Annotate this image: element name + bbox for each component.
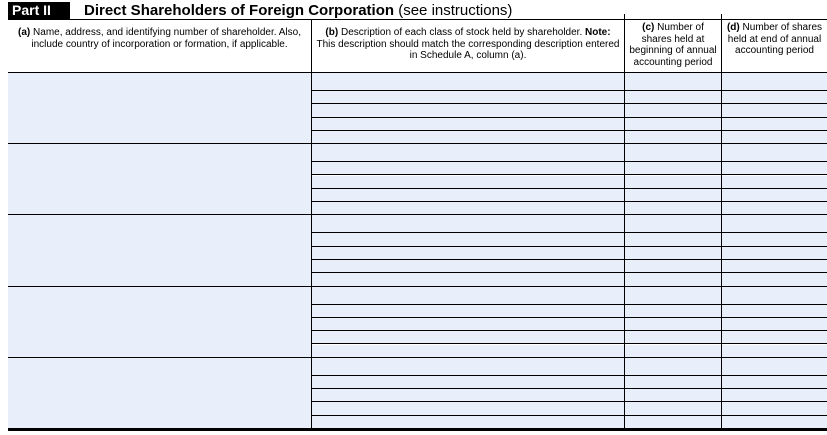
header-divider-d xyxy=(721,14,722,72)
column-d-spacer xyxy=(722,287,827,305)
column-b-entry-field[interactable] xyxy=(312,247,624,260)
part-header xyxy=(8,2,827,20)
column-d-spacer xyxy=(722,358,827,376)
column-d-entry-field[interactable] xyxy=(722,260,827,273)
column-b-entry-field[interactable] xyxy=(312,176,624,189)
column-d-spacer xyxy=(722,144,827,162)
column-b-entry-field[interactable] xyxy=(312,118,624,131)
header-divider-b xyxy=(311,20,312,72)
column-b-entry-field[interactable] xyxy=(312,189,624,202)
column-c-spacer xyxy=(625,287,721,305)
column-d-entry-field[interactable] xyxy=(722,91,827,104)
column-d-entry-field[interactable] xyxy=(722,189,827,202)
column-c-spacer xyxy=(625,358,721,376)
column-b-entry-field[interactable] xyxy=(312,376,624,389)
column-c-spacer xyxy=(625,73,721,91)
column-b-entry-field[interactable] xyxy=(312,345,624,358)
column-c-entry-field[interactable] xyxy=(625,345,721,358)
column-c-entry-field[interactable] xyxy=(625,260,721,273)
column-d-text: Number of shares held at end of annual accounting period xyxy=(727,22,823,56)
column-d-label: (d) xyxy=(726,22,740,33)
column-c-entry-field[interactable] xyxy=(625,162,721,175)
column-c-entry-field[interactable] xyxy=(625,176,721,189)
column-b-entry-field[interactable] xyxy=(312,202,624,215)
part-title xyxy=(84,2,512,19)
column-d-entry-field[interactable] xyxy=(722,345,827,358)
column-b-text: Description of each class of stock held by shareholder. xyxy=(340,27,583,38)
column-c-entry-field[interactable] xyxy=(625,273,721,286)
header-divider-c xyxy=(624,14,625,72)
column-b-entry-field[interactable] xyxy=(312,416,624,429)
column-b-entry-field[interactable] xyxy=(312,331,624,344)
shareholder-grid xyxy=(8,72,827,431)
column-d-entry-field[interactable] xyxy=(722,273,827,286)
column-c-entry-field[interactable] xyxy=(625,389,721,402)
column-b-entry-field[interactable] xyxy=(312,305,624,318)
column-b-entry-field[interactable] xyxy=(312,318,624,331)
column-b-entry-field[interactable] xyxy=(312,389,624,402)
column-c-entry-field[interactable] xyxy=(625,402,721,415)
column-c-text: Number of shares held at beginning of annual accounting period xyxy=(629,22,717,68)
column-c-header xyxy=(625,20,721,72)
grid-column-divider xyxy=(311,73,312,429)
column-b-spacer xyxy=(312,144,624,162)
column-d-entry-field[interactable] xyxy=(722,233,827,246)
column-a-label: (a) xyxy=(18,27,31,38)
column-d-entry-field[interactable] xyxy=(722,389,827,402)
column-d-entry-field[interactable] xyxy=(722,118,827,131)
part-badge: Part II xyxy=(8,2,70,19)
column-c-entry-field[interactable] xyxy=(625,131,721,144)
column-d-header xyxy=(722,20,827,72)
shareholder-name-field[interactable] xyxy=(8,287,311,358)
column-c-entry-field[interactable] xyxy=(625,318,721,331)
column-b-entry-field[interactable] xyxy=(312,91,624,104)
column-c-entry-field[interactable] xyxy=(625,202,721,215)
column-c-entry-field[interactable] xyxy=(625,416,721,429)
shareholder-name-field[interactable] xyxy=(8,215,311,286)
column-d-entry-field[interactable] xyxy=(722,318,827,331)
column-b-entry-field[interactable] xyxy=(312,131,624,144)
column-b-header xyxy=(312,20,624,72)
column-b-spacer xyxy=(312,287,624,305)
column-c-spacer xyxy=(625,215,721,233)
column-c-entry-field[interactable] xyxy=(625,305,721,318)
column-a-text: Name, address, and identifying number of shareholder. Also, include country of incorporation or formation, if applicable. xyxy=(31,27,301,50)
column-d-entry-field[interactable] xyxy=(722,202,827,215)
column-b-entry-field[interactable] xyxy=(312,260,624,273)
column-d-entry-field[interactable] xyxy=(722,247,827,260)
column-d-entry-field[interactable] xyxy=(722,305,827,318)
column-d-entry-field[interactable] xyxy=(722,131,827,144)
part-subtitle: (see instructions) xyxy=(398,2,513,19)
column-d-entry-field[interactable] xyxy=(722,104,827,117)
column-b-label: (b) xyxy=(325,27,339,38)
column-d-entry-field[interactable] xyxy=(722,162,827,175)
column-c-spacer xyxy=(625,144,721,162)
column-c-entry-field[interactable] xyxy=(625,233,721,246)
column-b-entry-field[interactable] xyxy=(312,233,624,246)
column-b-spacer xyxy=(312,215,624,233)
column-d-entry-field[interactable] xyxy=(722,331,827,344)
column-b-spacer xyxy=(312,358,624,376)
column-c-entry-field[interactable] xyxy=(625,376,721,389)
column-c-entry-field[interactable] xyxy=(625,91,721,104)
column-c-label: (c) xyxy=(642,22,655,33)
part-title-text: Direct Shareholders of Foreign Corporation xyxy=(84,2,395,19)
grid-column-divider xyxy=(624,73,625,429)
column-b-entry-field[interactable] xyxy=(312,104,624,117)
shareholder-name-field[interactable] xyxy=(8,358,311,429)
column-d-entry-field[interactable] xyxy=(722,416,827,429)
grid-column-divider xyxy=(721,73,722,429)
column-a-header xyxy=(8,20,311,72)
column-b-note-text: This description should match the corresponding description entered in Schedule A, column (a). xyxy=(316,38,620,61)
shareholder-name-field[interactable] xyxy=(8,144,311,215)
column-c-entry-field[interactable] xyxy=(625,118,721,131)
shareholder-name-field[interactable] xyxy=(8,73,311,144)
column-d-spacer xyxy=(722,73,827,91)
column-c-entry-field[interactable] xyxy=(625,104,721,117)
column-b-note-label: Note: xyxy=(585,27,611,38)
column-d-entry-field[interactable] xyxy=(722,376,827,389)
column-b-entry-field[interactable] xyxy=(312,402,624,415)
column-d-entry-field[interactable] xyxy=(722,176,827,189)
column-c-entry-field[interactable] xyxy=(625,247,721,260)
column-d-spacer xyxy=(722,215,827,233)
column-b-spacer xyxy=(312,73,624,91)
column-c-entry-field[interactable] xyxy=(625,331,721,344)
column-d-entry-field[interactable] xyxy=(722,402,827,415)
column-c-entry-field[interactable] xyxy=(625,189,721,202)
column-b-entry-field[interactable] xyxy=(312,273,624,286)
column-b-entry-field[interactable] xyxy=(312,162,624,175)
